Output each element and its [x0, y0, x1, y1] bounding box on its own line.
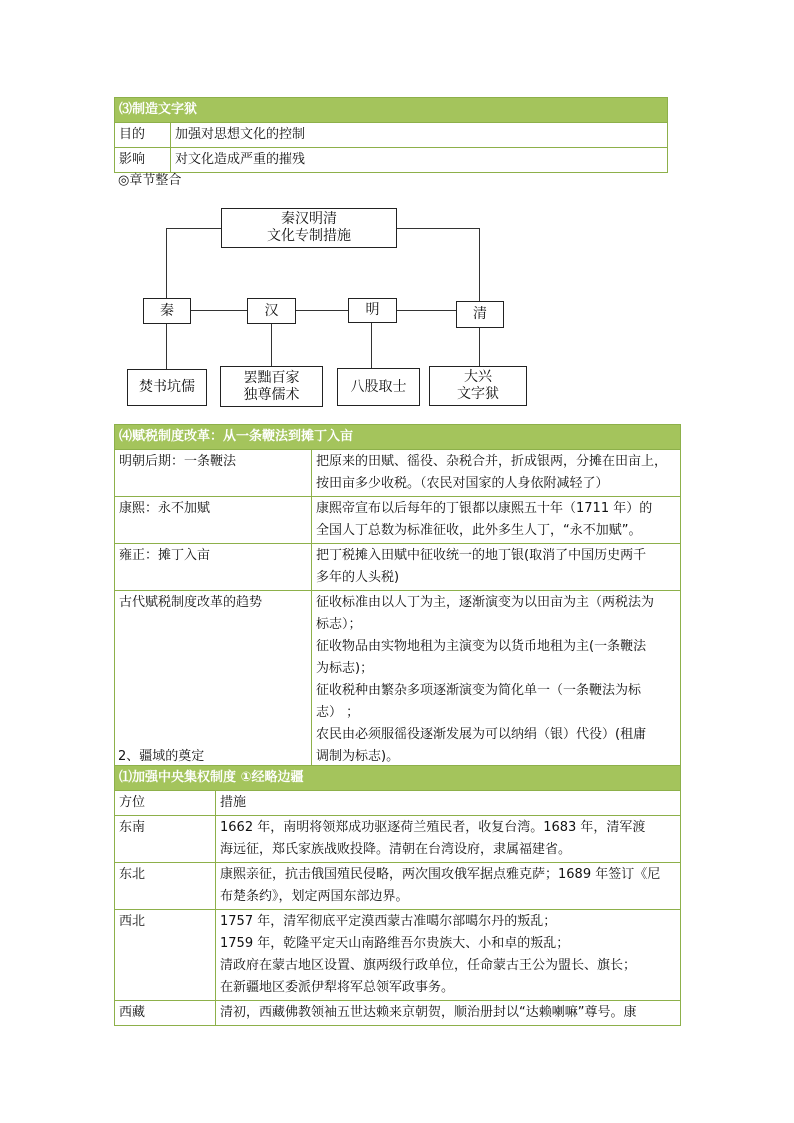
row-value: 把原来的田赋、徭役、杂税合并，折成银两，分摊在田亩上， 按田亩多少收税。（农民对国家的人身依附减轻了） [312, 450, 681, 497]
row-label: 古代赋税制度改革的趋势 [115, 591, 312, 770]
section-heading: 2、疆域的奠定 [118, 749, 205, 764]
row-label: 明朝后期：一条鞭法 [115, 450, 312, 497]
section-note: ◎章节整合 [118, 173, 182, 188]
top-line-1: 秦汉明清 [281, 211, 337, 227]
col-header-measures: 措施 [216, 791, 681, 816]
leaf-qing: 大兴 文字狱 [429, 366, 527, 406]
top-line-2: 文化专制措施 [267, 228, 351, 244]
leaf-ming: 八股取士 [337, 368, 420, 406]
node-han: 汉 [247, 298, 296, 324]
row-label: 东南 [115, 816, 216, 863]
row-value: 康熙帝宣布以后每年的丁银都以康熙五十年（1711 年）的 全国人丁总数为标准征收，此外多生人丁，“永不加赋”。 [312, 497, 681, 544]
row-value: 清初，西藏佛教领袖五世达赖来京朝贺，顺治册封以“达赖喇嘛”尊号。康 [216, 1001, 681, 1026]
row-value: 征收标准由以人丁为主，逐渐演变为以田亩为主（两税法为 标志）； 征收物品由实物地租为主演变为以货币地租为主(一条鞭法 为标志)； 征收税种由繁杂多项逐渐演变为简化单一（一条鞭法为标 志） ； 农民由必须服徭役逐渐发展为可以纳绢（银）代役）(租庸 调制为标志)。 [312, 591, 681, 770]
col-header-direction: 方位 [115, 791, 216, 816]
row-label: 康熙：永不加赋 [115, 497, 312, 544]
row-value: 康熙亲征，抗击俄国殖民侵略，两次围攻俄军据点雅克萨；1689 年签订《尼 布楚条约》，划定两国东部边界。 [216, 863, 681, 910]
row-label: 东北 [115, 863, 216, 910]
node-qing: 清 [456, 301, 504, 328]
table-header: ⑴加强中央集权制度 ①经略边疆 [115, 766, 681, 791]
row-label: 影响 [115, 148, 171, 173]
leaf-qin: 焚书坑儒 [127, 369, 207, 406]
table-header: ⑷赋税制度改革：从一条鞭法到摊丁入亩 [115, 425, 681, 450]
row-value: 把丁税摊入田赋中征收统一的地丁银(取消了中国历史两千 多年的人头税) [312, 544, 681, 591]
table-header: ⑶制造文字狱 [115, 98, 668, 123]
row-label: 目的 [115, 123, 171, 148]
row-label: 西北 [115, 910, 216, 1001]
node-qin: 秦 [143, 298, 191, 324]
row-value: 1757 年，清军彻底平定漠西蒙古准噶尔部噶尔丹的叛乱； 1759 年，乾隆平定天山南路维吾尔贵族大、小和卓的叛乱； 清政府在蒙古地区设置、旗两级行政单位，任命蒙古王公为盟长、旗长； 在新疆地区委派伊犁将军总领军政事务。 [216, 910, 681, 1001]
row-label: 西藏 [115, 1001, 216, 1026]
tax-reform-table [114, 424, 681, 770]
literary-inquisition-table [114, 97, 668, 173]
leaf-han: 罢黜百家 独尊儒术 [220, 366, 323, 407]
row-value: 1662 年，南明将领郑成功驱逐荷兰殖民者，收复台湾。1683 年，清军渡 海远征，郑氏家族战败投降。清朝在台湾设府，隶属福建省。 [216, 816, 681, 863]
frontier-table [114, 765, 681, 1026]
row-label: 雍正：摊丁入亩 [115, 544, 312, 591]
diagram-top-box [221, 208, 397, 248]
row-value: 加强对思想文化的控制 [171, 123, 668, 148]
row-value: 对文化造成严重的摧残 [171, 148, 668, 173]
node-ming: 明 [348, 298, 397, 323]
